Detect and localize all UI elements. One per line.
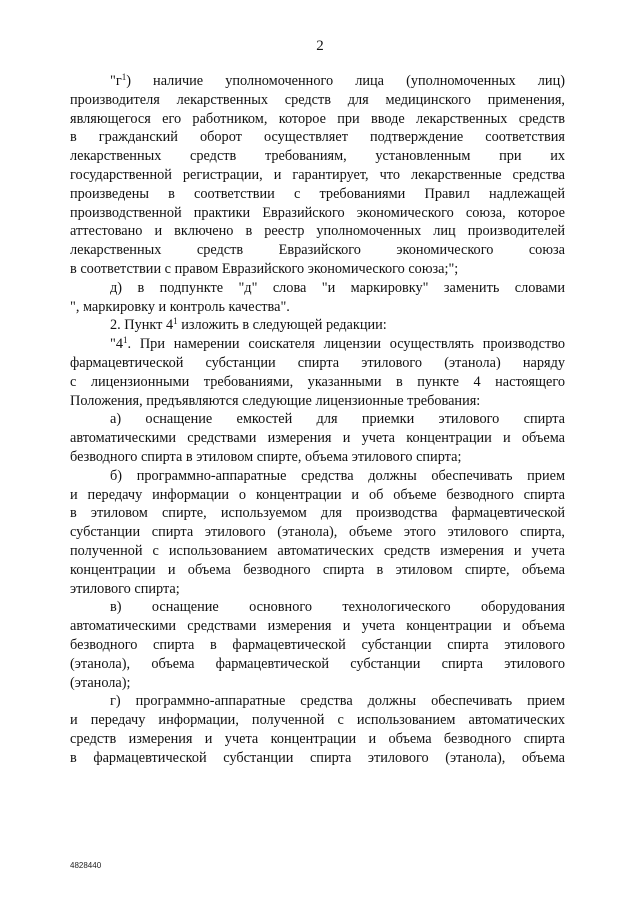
line-text: автоматическими средствами измерения и учета концентрации и объема [70,618,565,635]
text-line [70,392,565,410]
text-line [70,523,565,541]
text-line [110,598,565,616]
line-text: (этанола), объема фармацевтической субстанции спирта этилового [70,655,565,672]
line-text: фармацевтической субстанции спирта этилового (этанола) наряду [70,355,565,371]
line-text: этилового спирта; [70,580,180,597]
line-text: лекарственных средств Евразийского экономического союза [70,242,565,259]
text-line [110,692,565,710]
text-line [70,241,565,259]
text-line [110,467,565,485]
text-line [70,222,565,240]
line-text: полученной с использованием автоматических средств измерения и учета [70,543,565,559]
line-text: (этанола); [70,674,131,691]
line-text: в) оснащение основного технологического оборудования [110,599,565,616]
line-text: аттестовано и включено в реестр уполномоченных лиц производителей [70,223,565,240]
line-text: лекарственных средств требованиям, установленным при их [70,148,565,165]
text-line [70,185,565,203]
text-line [70,147,565,165]
line-text: произведены в соответствии с требованиями Правил надлежащей [70,185,565,202]
text-line [110,335,565,353]
text-line [70,674,565,692]
text-line [70,636,565,654]
text-line [110,410,565,428]
line-prefix: 2. Пункт 4 [110,317,174,334]
line-text: государственной регистрации, и гарантирует, что лекарственные средства [70,167,565,183]
text-line [70,298,565,316]
text-line [70,128,565,146]
text-line [70,730,565,748]
page-number: 2 [316,38,324,54]
line-text: безводного спирта в фармацевтической субстанции спирта этилового [70,637,565,653]
text-line [70,110,565,128]
text-line [110,279,565,297]
text-line [70,655,565,673]
text-line [70,542,565,560]
line-prefix: "г [110,73,122,89]
text-line [110,316,565,334]
line-text: средств измерения и учета концентрации и объема безводного спирта [70,731,565,747]
line-text: в гражданский оборот осуществляет подтверждение соответствия [70,129,565,146]
line-text: с лицензионными требованиями, указанными в пункте 4 настоящего [70,373,565,390]
text-line [70,504,565,522]
line-prefix: "4 [110,336,123,353]
line-text: автоматическими средствами измерения и учета концентрации и объема [70,430,565,447]
text-line [70,711,565,729]
superscript: 1 [173,316,178,327]
line-text: и передачу информации, полученной с использованием автоматических [70,712,565,729]
text-line [70,91,565,109]
line-text: субстанции спирта этилового (этанола), объеме этого этилового спирта, [70,524,565,541]
text-line [70,204,565,222]
line-text: в этиловом спирте, используемом для производства фармацевтической [70,505,565,522]
line-text: являющегося его работником, которое при вводе лекарственных средств [70,110,565,127]
line-text: д) в подпункте "д" слова "и маркировку" заменить словами [110,279,565,296]
superscript: 1 [123,335,128,346]
text-line [70,561,565,579]
line-text: производственной практики Евразийского экономического союза, которое [70,204,565,221]
text-line [110,72,565,90]
line-text: безводного спирта в этиловом спирте, объема этилового спирта; [70,449,462,465]
line-text: . При намерении соискателя лицензии осуществлять производство [127,336,565,353]
text-line [70,354,565,372]
line-text: а) оснащение емкостей для приемки этилового спирта [110,411,565,428]
line-text: ) наличие уполномоченного лица (уполномоченных лиц) [126,73,565,89]
text-line [70,373,565,391]
line-text: б) программно-аппаратные средства должны обеспечивать прием [110,467,565,484]
text-line [70,429,565,447]
line-text: в фармацевтической субстанции спирта этилового (этанола), объема [70,749,565,766]
line-text: Положения, предъявляются следующие лицензионные требования: [70,392,481,409]
text-line [70,580,565,598]
line-text: г) программно-аппаратные средства должны обеспечивать прием [110,693,565,710]
line-text: концентрации и объема безводного спирта в этиловом спирте, объема [70,561,565,578]
superscript: 1 [121,72,127,82]
line-text: ", маркировку и контроль качества". [70,298,290,315]
line-text: изложить в следующей редакции: [177,317,387,334]
text-line [70,260,565,278]
line-text: производителя лекарственных средств для медицинского применения, [70,91,565,108]
line-text: в соответствии с правом Евразийского экономического союза;"; [70,261,459,277]
text-line [70,749,565,767]
text-line [70,486,565,504]
document-code: 4828440 [70,861,102,870]
text-line [70,448,565,466]
text-line [70,166,565,184]
text-line [70,617,565,635]
line-text: и передачу информации о концентрации и об объеме безводного спирта [70,486,565,503]
